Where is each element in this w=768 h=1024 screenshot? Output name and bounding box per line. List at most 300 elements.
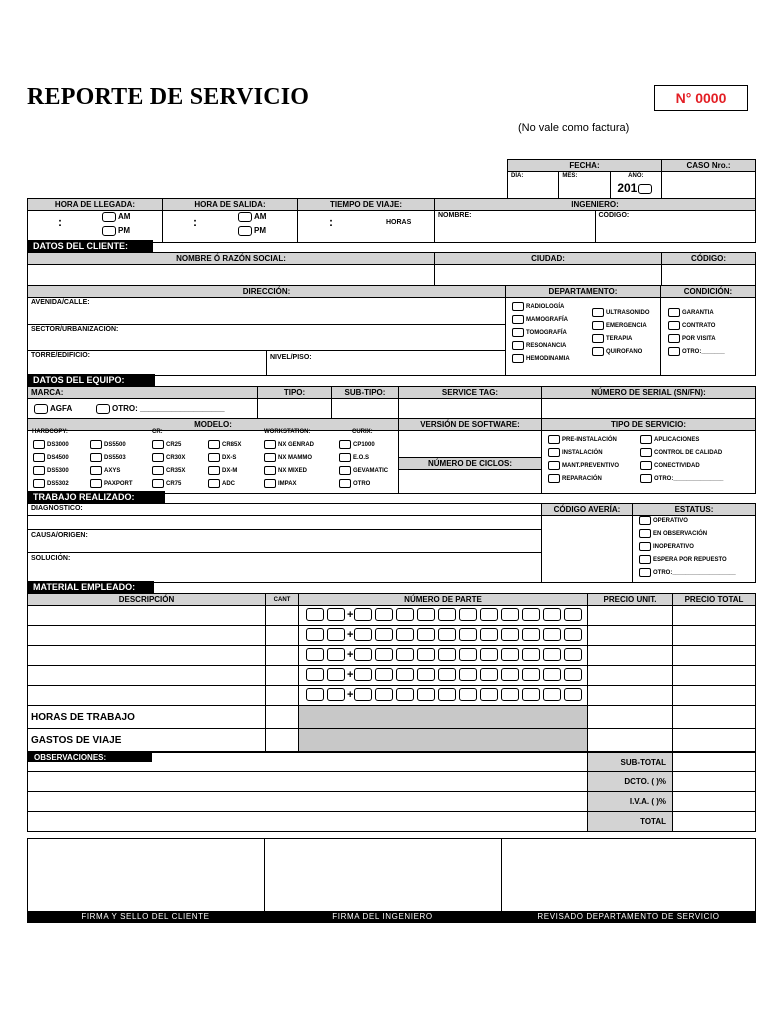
part-number-field	[299, 626, 588, 646]
estatus-operativo-checkbox[interactable]	[639, 516, 651, 525]
condicion-contrato-checkbox[interactable]	[668, 321, 680, 330]
model-cr35x-option	[152, 466, 185, 475]
part-digit-box[interactable]	[417, 668, 435, 681]
part-digit-box[interactable]	[522, 608, 540, 621]
part-digit-box[interactable]	[438, 648, 456, 661]
model-cr25-checkbox[interactable]	[152, 440, 164, 449]
part-digit-box[interactable]	[564, 648, 582, 661]
salida-pm-checkbox[interactable]	[238, 226, 252, 236]
model-nx-mixed-label: NX MIXED	[278, 468, 308, 475]
model-cr30x-checkbox[interactable]	[152, 453, 164, 462]
gastos-cant-field[interactable]	[266, 729, 299, 752]
model-ds5500-option	[90, 440, 126, 449]
estatus-inoperativo-checkbox[interactable]	[639, 542, 651, 551]
hora-salida-label: HORA DE SALIDA:	[163, 199, 298, 211]
part-digit-box[interactable]	[459, 688, 477, 701]
model-paxport-option	[90, 479, 133, 488]
model-e-o-s-option	[339, 453, 369, 462]
observaciones-label: OBSERVACIONES:	[28, 753, 152, 762]
estatus-otro-checkbox[interactable]	[639, 568, 651, 577]
part-digit-box[interactable]	[354, 648, 372, 661]
dept-resonancia-label: RESONANCIA	[526, 343, 567, 350]
solucion-field[interactable]: SOLUCIÓN:	[28, 553, 542, 583]
part-digit-box[interactable]	[396, 628, 414, 641]
model-ds3000-option	[33, 440, 69, 449]
model-otro-checkbox[interactable]	[339, 479, 351, 488]
llegada-am-checkbox[interactable]	[102, 212, 116, 222]
servicio-control-de-calidad-option	[640, 448, 722, 457]
dept-quirofano-label: QUIROFANO	[606, 349, 643, 356]
dept-radiolog-a-label: RADIOLOGÍA	[526, 304, 565, 311]
service-tag-label: SERVICE TAG:	[399, 387, 542, 399]
sector-field[interactable]: SECTOR/URBANIZACIÓN:	[28, 325, 506, 351]
model-dx-s-checkbox[interactable]	[208, 453, 220, 462]
dept-quirofano-checkbox[interactable]	[592, 347, 604, 356]
part-digit-box[interactable]	[306, 608, 324, 621]
time-colon: :	[58, 215, 62, 229]
model-cr75-label: CR75	[166, 481, 182, 488]
precio-unit-field[interactable]	[588, 686, 673, 706]
model-gevamatic-label: GEVAMATIC	[353, 468, 389, 475]
subtipo-label: SUB-TIPO:	[332, 387, 399, 399]
observaciones-table	[27, 752, 756, 832]
part-digit-box[interactable]	[543, 608, 561, 621]
model-nx-mixed-checkbox[interactable]	[264, 466, 276, 475]
estatus-operativo-option	[639, 516, 688, 525]
dept-mamograf-a-label: MAMOGRAFÍA	[526, 317, 568, 324]
model-ds5302-checkbox[interactable]	[33, 479, 45, 488]
diagnostico-label: DIAGNÓSTICO:	[28, 504, 542, 516]
cant-field[interactable]	[266, 606, 299, 626]
invoice-note: (No vale como factura)	[518, 122, 630, 134]
servicio-mant-preventivo-option	[548, 461, 619, 470]
part-digit-box[interactable]	[522, 668, 540, 681]
part-number-field	[299, 686, 588, 706]
diagnostico-field[interactable]	[28, 516, 542, 530]
servicio-reparaci-n-option	[548, 474, 602, 483]
ingeniero-label: INGENIERO:	[435, 199, 756, 211]
servicio-pre-instalaci-n-checkbox[interactable]	[548, 435, 560, 444]
model-nx-mixed-option	[264, 466, 307, 475]
descripcion-field[interactable]	[28, 646, 266, 666]
ingeniero-nombre-field[interactable]: NOMBRE:	[435, 211, 596, 243]
horas-cant-field[interactable]	[266, 706, 299, 729]
estatus-otro-option	[639, 568, 736, 577]
cant-label: CANT	[266, 594, 299, 606]
marca-label: MARCA:	[28, 387, 258, 399]
cant-field[interactable]	[266, 646, 299, 666]
part-digit-box[interactable]	[375, 688, 393, 701]
dept-emergencia-option	[592, 321, 647, 330]
part-digit-box[interactable]	[327, 668, 345, 681]
dept-emergencia-label: EMERGENCIA	[606, 323, 647, 330]
model-nx-genrad-checkbox[interactable]	[264, 440, 276, 449]
salida-am-checkbox[interactable]	[238, 212, 252, 222]
cant-field[interactable]	[266, 686, 299, 706]
section-material-empleado: MATERIAL EMPLEADO:	[27, 581, 154, 593]
caso-field[interactable]	[662, 172, 756, 199]
modelo-col-hardcopy-header: HARDCOPY:	[32, 429, 68, 435]
table-row	[28, 606, 756, 626]
model-ds5302-label: DS5302	[47, 481, 69, 488]
part-digit-box[interactable]	[396, 668, 414, 681]
condicion-contrato-label: CONTRATO	[682, 323, 716, 330]
dcto-field[interactable]	[673, 772, 756, 792]
part-digit-box[interactable]	[564, 628, 582, 641]
part-digit-box[interactable]	[564, 688, 582, 701]
plus-sign: +	[347, 688, 354, 701]
estatus-inoperativo-option	[639, 542, 694, 551]
part-digit-box[interactable]	[306, 688, 324, 701]
codigo-averia-label: CÓDIGO AVERÍA:	[542, 504, 633, 516]
part-digit-box[interactable]	[522, 648, 540, 661]
estatus-en-observaci-n-option	[639, 529, 707, 538]
part-digit-box[interactable]	[564, 608, 582, 621]
observaciones-row-4[interactable]	[28, 812, 588, 832]
gastos-viaje-label: GASTOS DE VIAJE	[28, 729, 266, 752]
servicio-control-de-calidad-checkbox[interactable]	[640, 448, 652, 457]
iva-field[interactable]	[673, 792, 756, 812]
model-cr25-label: CR25	[166, 442, 182, 449]
estatus-espera-por-repuesto-label: ESPERA POR REPUESTO	[653, 557, 727, 564]
firma-cliente-box[interactable]	[28, 839, 265, 912]
model-otro-label: OTRO	[353, 481, 371, 488]
servicio-otro-checkbox[interactable]	[640, 474, 652, 483]
estatus-en-observaci-n-checkbox[interactable]	[639, 529, 651, 538]
direccion-label: DIRECCIÓN:	[28, 286, 506, 298]
codigo-averia-field[interactable]	[542, 516, 633, 583]
model-cr35x-checkbox[interactable]	[152, 466, 164, 475]
model-otro-option	[339, 479, 370, 488]
plus-sign: +	[347, 628, 354, 641]
modelo-col-ws-header: WORKSTATION:	[264, 429, 311, 435]
model-cp1000-label: CP1000	[353, 442, 375, 449]
part-digit-box[interactable]	[327, 628, 345, 641]
model-adc-label: ADC	[222, 481, 235, 488]
part-digit-box[interactable]	[438, 628, 456, 641]
model-ds5503-checkbox[interactable]	[90, 453, 102, 462]
part-digit-box[interactable]	[396, 608, 414, 621]
modelo-label: MODELO:	[28, 419, 399, 431]
descripcion-field[interactable]	[28, 686, 266, 706]
model-gevamatic-option	[339, 466, 388, 475]
servicio-control-de-calidad-label: CONTROL DE CALIDAD	[654, 450, 723, 457]
model-nx-mammo-option	[264, 453, 312, 462]
estatus-operativo-label: OPERATIVO	[653, 518, 688, 525]
dept-hemodinamia-checkbox[interactable]	[512, 354, 524, 363]
part-digit-box[interactable]	[375, 628, 393, 641]
model-ds3000-checkbox[interactable]	[33, 440, 45, 449]
avenida-field[interactable]: AVENIDA/CALLE:	[28, 298, 506, 325]
modelo-col-cr-header: CR:	[152, 429, 163, 435]
table-row	[28, 666, 756, 686]
servicio-otro-label: OTRO:_______________	[654, 476, 724, 483]
plus-sign: +	[347, 608, 354, 621]
hora-llegada-label: HORA DE LLEGADA:	[28, 199, 163, 211]
llegada-pm-checkbox[interactable]	[102, 226, 116, 236]
part-digit-box[interactable]	[501, 628, 519, 641]
ciudad-label: CIUDAD:	[435, 253, 662, 265]
part-digit-box[interactable]	[522, 628, 540, 641]
part-digit-box[interactable]	[438, 688, 456, 701]
nivel-field[interactable]: NIVEL/PISO:	[267, 351, 506, 376]
part-number-field	[299, 666, 588, 686]
precio-total-field[interactable]	[673, 606, 756, 626]
precio-unit-field[interactable]	[588, 666, 673, 686]
precio-unit-field[interactable]	[588, 626, 673, 646]
hora-salida-field[interactable]	[163, 211, 298, 243]
model-dx-m-checkbox[interactable]	[208, 466, 220, 475]
part-digit-box[interactable]	[438, 608, 456, 621]
part-digit-box[interactable]	[306, 628, 324, 641]
part-digit-box[interactable]	[459, 608, 477, 621]
model-cp1000-option	[339, 440, 375, 449]
part-digit-box[interactable]	[417, 608, 435, 621]
observaciones-row-3[interactable]	[28, 792, 588, 812]
marca-otro-checkbox[interactable]	[96, 404, 110, 414]
servicio-reparaci-n-label: REPARACIÓN	[562, 476, 602, 483]
part-digit-box[interactable]	[501, 668, 519, 681]
date-case-table	[507, 159, 756, 199]
gastos-shaded	[299, 729, 588, 752]
model-adc-checkbox[interactable]	[208, 479, 220, 488]
firma-cliente-label: FIRMA Y SELLO DEL CLIENTE	[27, 911, 264, 923]
model-axys-checkbox[interactable]	[90, 466, 102, 475]
model-gevamatic-checkbox[interactable]	[339, 466, 351, 475]
horas-label: HORAS	[386, 219, 412, 226]
dept-resonancia-option	[512, 341, 566, 350]
dia-field[interactable]: DÍA:	[508, 172, 559, 199]
part-digit-box[interactable]	[564, 668, 582, 681]
cliente-codigo-label: CÓDIGO:	[662, 253, 756, 265]
dcto-label: DCTO. ( )%	[588, 772, 673, 792]
part-digit-box[interactable]	[354, 688, 372, 701]
dept-tomograf-a-checkbox[interactable]	[512, 328, 524, 337]
model-ds5302-option	[33, 479, 69, 488]
part-digit-box[interactable]	[327, 688, 345, 701]
dept-radiolog-a-checkbox[interactable]	[512, 302, 524, 311]
condicion-otro-checkbox[interactable]	[668, 347, 680, 356]
part-digit-box[interactable]	[543, 668, 561, 681]
part-digit-box[interactable]	[480, 608, 498, 621]
precio-unit-field[interactable]	[588, 606, 673, 626]
agfa-checkbox[interactable]	[34, 404, 48, 414]
firma-revisado-box[interactable]	[502, 839, 756, 912]
condicion-garantia-label: GARANTIA	[682, 310, 714, 317]
part-digit-box[interactable]	[417, 648, 435, 661]
ingeniero-codigo-field[interactable]: CÓDIGO:	[595, 211, 756, 243]
observaciones-row-1[interactable]	[28, 753, 588, 772]
model-nx-mammo-checkbox[interactable]	[264, 453, 276, 462]
dept-tomograf-a-option	[512, 328, 567, 337]
part-digit-box[interactable]	[375, 608, 393, 621]
part-digit-box[interactable]	[375, 648, 393, 661]
part-digit-box[interactable]	[417, 688, 435, 701]
part-digit-box[interactable]	[327, 608, 345, 621]
part-digit-box[interactable]	[375, 668, 393, 681]
condicion-garantia-checkbox[interactable]	[668, 308, 680, 317]
dept-hemodinamia-option	[512, 354, 570, 363]
horas-precio-total[interactable]	[673, 706, 756, 729]
part-digit-box[interactable]	[543, 648, 561, 661]
model-e-o-s-checkbox[interactable]	[339, 453, 351, 462]
page-title: REPORTE DE SERVICIO	[27, 84, 310, 110]
material-table	[27, 593, 756, 752]
firma-ingeniero-label: FIRMA DEL INGENIERO	[264, 911, 501, 923]
table-row	[28, 646, 756, 666]
gastos-precio-unit[interactable]	[588, 729, 673, 752]
model-dx-m-option	[208, 466, 237, 475]
part-digit-box[interactable]	[459, 648, 477, 661]
model-axys-option	[90, 466, 120, 475]
version-label: VERSIÓN DE SOFTWARE:	[399, 419, 542, 431]
condicion-contrato-option	[668, 321, 715, 330]
fecha-label: FECHA:	[508, 160, 662, 172]
model-nx-genrad-label: NX GENRAD	[278, 442, 315, 449]
part-digit-box[interactable]	[417, 628, 435, 641]
model-cr85x-label: CR85X	[222, 442, 242, 449]
condicion-otro-label: OTRO:_______	[682, 349, 725, 356]
servicio-conectividad-option	[640, 461, 700, 470]
descripcion-field[interactable]	[28, 666, 266, 686]
estatus-en-observaci-n-label: EN OBSERVACIÓN	[653, 531, 708, 538]
torre-field[interactable]: TORRE/EDIFICIO:	[28, 351, 267, 376]
part-digit-box[interactable]	[306, 648, 324, 661]
precio-total-label: PRECIO TOTAL	[673, 594, 756, 606]
servicio-mant-preventivo-label: MANT.PREVENTIVO	[562, 463, 620, 470]
version-field[interactable]	[399, 431, 542, 458]
model-cr35x-label: CR35X	[166, 468, 186, 475]
section-datos-cliente: DATOS DEL CLIENTE:	[27, 240, 153, 252]
model-cr30x-label: CR30X	[166, 455, 186, 462]
cant-field[interactable]	[266, 666, 299, 686]
horas-shaded	[299, 706, 588, 729]
model-impax-checkbox[interactable]	[264, 479, 276, 488]
precio-total-field[interactable]	[673, 686, 756, 706]
horas-trabajo-label: HORAS DE TRABAJO	[28, 706, 266, 729]
part-digit-box[interactable]	[354, 668, 372, 681]
model-adc-option	[208, 479, 235, 488]
part-digit-box[interactable]	[459, 628, 477, 641]
part-digit-box[interactable]	[480, 648, 498, 661]
servicio-reparaci-n-checkbox[interactable]	[548, 474, 560, 483]
dept-emergencia-checkbox[interactable]	[592, 321, 604, 330]
modelo-col-curix-header: CURIX:	[352, 429, 373, 435]
table-row	[28, 626, 756, 646]
numero-parte-label: NÚMERO DE PARTE	[299, 594, 588, 606]
tiempo-viaje-field[interactable]	[298, 211, 435, 243]
iva-label: I.V.A. ( )%	[588, 792, 673, 812]
model-ds5500-checkbox[interactable]	[90, 440, 102, 449]
servicio-aplicaciones-option	[640, 435, 699, 444]
firma-revisado-label: REVISADO DEPARTAMENTO DE SERVICIO	[501, 911, 756, 923]
part-digit-box[interactable]	[480, 668, 498, 681]
part-digit-box[interactable]	[396, 688, 414, 701]
cant-field[interactable]	[266, 626, 299, 646]
part-digit-box[interactable]	[522, 688, 540, 701]
part-digit-box[interactable]	[543, 688, 561, 701]
part-digit-box[interactable]	[354, 628, 372, 641]
tipo-label: TIPO:	[258, 387, 332, 399]
part-number-field	[299, 646, 588, 666]
dept-resonancia-checkbox[interactable]	[512, 341, 524, 350]
estatus-espera-por-repuesto-checkbox[interactable]	[639, 555, 651, 564]
condicion-por-visita-label: POR VISITA	[682, 336, 716, 343]
dept-terapia-checkbox[interactable]	[592, 334, 604, 343]
condicion-por-visita-option	[668, 334, 716, 343]
precio-total-field[interactable]	[673, 646, 756, 666]
part-digit-box[interactable]	[501, 608, 519, 621]
condicion-por-visita-checkbox[interactable]	[668, 334, 680, 343]
precio-unit-label: PRECIO UNIT.	[588, 594, 673, 606]
estatus-inoperativo-label: INOPERATIVO	[653, 544, 694, 551]
horas-precio-unit[interactable]	[588, 706, 673, 729]
precio-total-field[interactable]	[673, 666, 756, 686]
servicio-mant-preventivo-checkbox[interactable]	[548, 461, 560, 470]
dept-tomograf-a-label: TOMOGRAFÍA	[526, 330, 567, 337]
part-digit-box[interactable]	[480, 688, 498, 701]
dept-ultrasonido-checkbox[interactable]	[592, 308, 604, 317]
total-field[interactable]	[673, 812, 756, 832]
dept-terapia-label: TERAPIA	[606, 336, 633, 343]
part-digit-box[interactable]	[327, 648, 345, 661]
year-digit-box[interactable]	[638, 184, 652, 194]
subtotal-field[interactable]	[673, 753, 756, 772]
part-digit-box[interactable]	[459, 668, 477, 681]
model-ds5300-option	[33, 466, 69, 475]
model-ds4500-checkbox[interactable]	[33, 453, 45, 462]
servicio-aplicaciones-checkbox[interactable]	[640, 435, 652, 444]
observaciones-row-2[interactable]	[28, 772, 588, 792]
departamento-label: DEPARTAMENTO:	[506, 286, 661, 298]
model-ds5300-checkbox[interactable]	[33, 466, 45, 475]
model-cr85x-checkbox[interactable]	[208, 440, 220, 449]
part-digit-box[interactable]	[306, 668, 324, 681]
ano-field[interactable]: AÑO: 201	[610, 172, 661, 199]
part-number-field	[299, 606, 588, 626]
dept-mamograf-a-checkbox[interactable]	[512, 315, 524, 324]
descripcion-field[interactable]	[28, 626, 266, 646]
part-digit-box[interactable]	[438, 668, 456, 681]
part-digit-box[interactable]	[501, 688, 519, 701]
plus-sign: +	[347, 648, 354, 661]
part-digit-box[interactable]	[480, 628, 498, 641]
ciclos-field[interactable]	[399, 470, 542, 494]
hora-llegada-field[interactable]	[28, 211, 163, 243]
gastos-precio-total[interactable]	[673, 729, 756, 752]
model-paxport-checkbox[interactable]	[90, 479, 102, 488]
section-trabajo-realizado: TRABAJO REALIZADO:	[27, 491, 165, 503]
servicio-conectividad-checkbox[interactable]	[640, 461, 652, 470]
mes-field[interactable]: MES:	[559, 172, 610, 199]
part-digit-box[interactable]	[396, 648, 414, 661]
causa-field[interactable]: CAUSA/ORIGEN:	[28, 530, 542, 553]
precio-total-field[interactable]	[673, 626, 756, 646]
descripcion-field[interactable]	[28, 606, 266, 626]
model-cp1000-checkbox[interactable]	[339, 440, 351, 449]
firma-ingeniero-box[interactable]	[265, 839, 502, 912]
precio-unit-field[interactable]	[588, 646, 673, 666]
condicion-otro-option	[668, 347, 725, 356]
part-digit-box[interactable]	[543, 628, 561, 641]
estatus-otro-label: OTRO:___________________	[653, 570, 736, 577]
model-ds5500-label: DS5500	[104, 442, 126, 449]
servicio-instalaci-n-checkbox[interactable]	[548, 448, 560, 457]
model-cr75-checkbox[interactable]	[152, 479, 164, 488]
tiempo-viaje-label: TIEMPO DE VIAJE:	[298, 199, 435, 211]
part-digit-box[interactable]	[501, 648, 519, 661]
part-digit-box[interactable]	[354, 608, 372, 621]
